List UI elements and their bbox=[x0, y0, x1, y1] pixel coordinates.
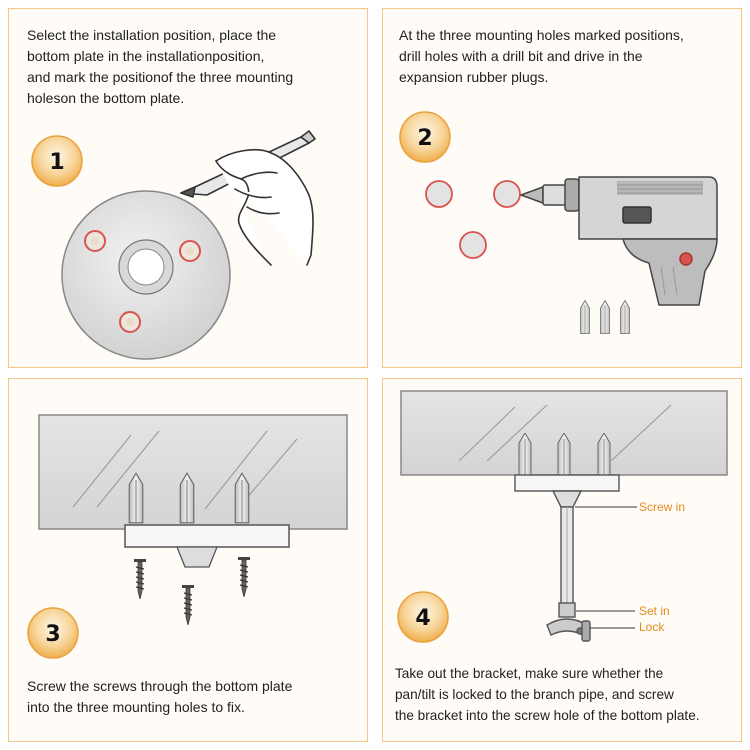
expansion-rubber-plugs bbox=[581, 301, 630, 334]
callout-lines bbox=[575, 507, 637, 628]
screw-left bbox=[134, 559, 146, 599]
screw-right bbox=[238, 557, 250, 597]
step-1-illustration bbox=[9, 9, 368, 368]
electric-drill-icon bbox=[521, 177, 717, 305]
step-1-panel bbox=[8, 8, 368, 368]
screw-center bbox=[182, 585, 194, 625]
rubber-plug-3 bbox=[621, 301, 630, 334]
bracket bbox=[515, 475, 619, 641]
step-4-line-1: Take out the bracket, make sure whether the bbox=[395, 666, 664, 681]
step-3-caption bbox=[27, 676, 292, 718]
step-3-badge bbox=[28, 608, 78, 658]
step-2-number: 2 bbox=[417, 126, 433, 151]
step-1-line-4: holeson the bottom plate. bbox=[27, 90, 185, 106]
drilled-holes bbox=[426, 181, 520, 258]
step-4-caption bbox=[395, 663, 700, 726]
step-3-panel bbox=[8, 378, 368, 742]
step-4-badge bbox=[398, 592, 448, 642]
rubber-plug-2 bbox=[601, 301, 610, 334]
bottom-plate bbox=[62, 191, 230, 359]
step-3-line-2: into the three mounting holes to fix. bbox=[27, 699, 245, 715]
step-4-number: 4 bbox=[415, 606, 431, 631]
step-4-line-3: the bracket into the screw hole of the bottom plate. bbox=[395, 708, 700, 723]
rubber-plug-1 bbox=[581, 301, 590, 334]
bottom-plate-side bbox=[125, 525, 289, 567]
marked-hole-left bbox=[85, 231, 105, 251]
step-1-badge bbox=[32, 136, 82, 186]
step-2-illustration bbox=[383, 9, 742, 368]
step-3-number: 3 bbox=[45, 622, 61, 647]
step-1-line-3: and mark the positionof the three mounting bbox=[27, 69, 294, 85]
step-2-panel bbox=[382, 8, 742, 368]
step-2-line-1: At the three mounting holes marked positions, bbox=[399, 27, 684, 43]
step-2-badge bbox=[400, 112, 450, 162]
step-3-line-1: Screw the screws through the bottom plate bbox=[27, 678, 293, 694]
callout-lock: Lock bbox=[639, 620, 665, 634]
step-1-line-1: Select the installation position, place the bbox=[27, 27, 277, 43]
step-4-line-2: pan/tilt is locked to the branch pipe, and screw bbox=[395, 687, 674, 702]
step-1-number: 1 bbox=[49, 150, 65, 175]
step-2-line-3: expansion rubber plugs. bbox=[399, 69, 549, 85]
step-2-line-2: drill holes with a drill bit and drive in the bbox=[399, 48, 643, 64]
marked-hole-bottom bbox=[120, 312, 140, 332]
callout-set-in: Set in bbox=[639, 604, 670, 618]
drilled-hole-2 bbox=[494, 181, 520, 207]
step-1-line-2: bottom plate in the installationposition, bbox=[27, 48, 265, 64]
callout-screw-in: Screw in bbox=[639, 500, 686, 514]
drilled-hole-3 bbox=[460, 232, 486, 258]
step-4-panel bbox=[382, 378, 742, 742]
marked-hole-right bbox=[180, 241, 200, 261]
drilled-hole-1 bbox=[426, 181, 452, 207]
